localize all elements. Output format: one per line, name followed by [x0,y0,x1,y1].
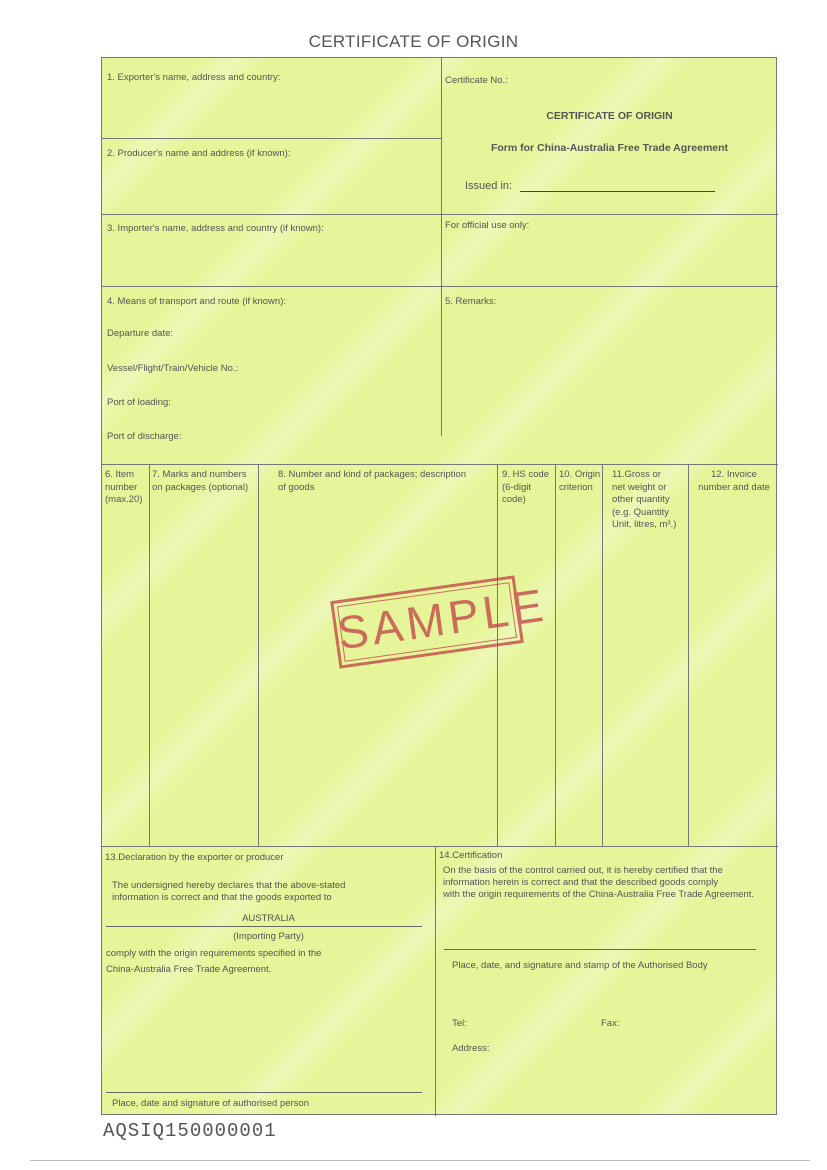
col11-line: Unit, litres, m³.) [612,519,677,530]
box4-label: 4. Means of transport and route (if known): [107,296,287,307]
issued-in-label: Issued in: [465,180,513,192]
tel-label: Tel: [452,1018,467,1029]
vessel-label: Vessel/Flight/Train/Vehicle No.: [107,363,239,374]
authority-signature-line [444,949,756,950]
col6-line: (max.20) [105,494,143,505]
col10-line: 10. Origin [559,469,601,480]
issued-in-line [520,191,715,192]
col12-line: number and date [698,481,770,493]
col6-line: number [105,481,138,493]
col6-header [105,469,149,507]
certificate-form [101,57,777,1115]
col7-line: 7. Marks and numbers [152,469,247,480]
box14-label: 14.Certification [439,850,503,861]
box13-label: 13.Declaration by the exporter or producer [105,852,284,863]
col9-header [502,469,556,507]
declaration-line: comply with the origin requirements specified in the [106,948,322,959]
col12-header [691,469,777,494]
certification-line: On the basis of the control carried out, it is hereby certified that the [443,865,723,876]
divider [102,286,778,287]
page-title: CERTIFICATE OF ORIGIN [308,32,519,51]
official-use-label: For official use only: [445,220,530,231]
address-label: Address: [452,1043,490,1054]
col7-line: on packages (optional) [152,481,249,493]
divider [102,464,778,465]
divider [435,846,436,1116]
col11-line: (e.g. Quantity [612,506,670,518]
cert-heading: CERTIFICATE OF ORIGIN [546,110,673,122]
divider [102,138,441,139]
port-discharge-label: Port of discharge: [107,431,182,442]
col7-header [152,469,258,494]
col8-header [278,469,498,494]
col12-line: 12. Invoice [711,469,757,480]
departure-date-label: Departure date: [107,328,174,339]
destination-country: AUSTRALIA [242,913,295,924]
page-footer-line [30,1160,810,1161]
divider [102,214,778,215]
divider [602,464,603,846]
divider [258,464,259,846]
col8-line: 8. Number and kind of packages; description [278,469,466,480]
declaration-line: information is correct and that the goods exported to [112,892,332,903]
form-line: Form for China-Australia Free Trade Agreement [490,142,729,154]
certification-line: with the origin requirements of the China-Australia Free Trade Agreement. [443,889,755,900]
col10-header [559,469,603,494]
port-loading-label: Port of loading: [107,397,171,408]
col9-line: 9. HS code [502,469,549,480]
box5-label: 5. Remarks: [445,296,497,307]
country-line [106,926,422,927]
authority-signature-label: Place, date, and signature and stamp of the Authorised Body [452,960,708,971]
divider [102,846,778,847]
col9-line: code) [502,494,526,505]
col8-line: of goods [278,481,315,493]
sample-stamp: SAMPLE [330,575,524,668]
col11-line: other quantity [612,494,670,505]
signature-label: Place, date and signature of authorised person [112,1098,309,1109]
box2-label: 2. Producer's name and address (if known): [107,148,291,159]
box3-label: 3. Importer's name, address and country (if known): [107,223,324,234]
col11-header [612,469,688,532]
divider [688,464,689,846]
divider [555,464,556,846]
col9-line: (6-digit [502,481,532,493]
declaration-line: The undersigned hereby declares that the above-stated [112,880,346,891]
divider [497,464,498,846]
divider [149,464,150,846]
importing-party: (Importing Party) [233,931,304,942]
box1-label: 1. Exporter's name, address and country: [107,72,281,83]
signature-line [106,1092,422,1093]
serial-number: AQSIQ150000001 [103,1120,277,1142]
col11-line: net weight or [612,481,667,493]
col11-line: 11.Gross or [612,469,661,480]
certification-line: information herein is correct and that the described goods comply [443,877,719,888]
col6-line: 6. Item [105,469,135,480]
declaration-line: China-Australia Free Trade Agreement. [106,964,272,975]
col10-line: criterion [559,481,593,493]
certificate-no-label: Certificate No.: [445,75,508,86]
fax-label: Fax: [601,1018,620,1029]
